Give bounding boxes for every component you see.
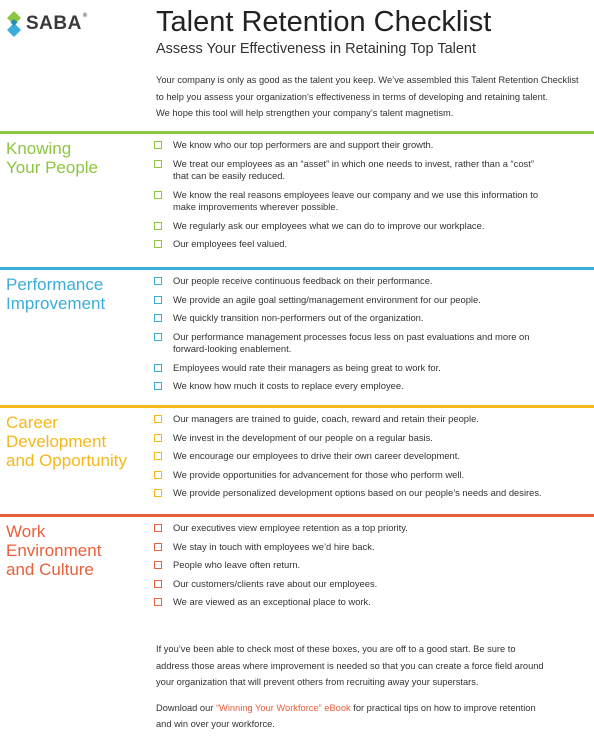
checklist-item-text: We provide personalized development options based on our people’s needs and desires.: [173, 487, 542, 498]
checklist-item: [154, 413, 586, 426]
checklist-item-text: We know how much it costs to replace every employee.: [173, 380, 404, 391]
section-heading: [6, 413, 127, 470]
closing-text: [156, 641, 586, 733]
checklist-item-text: We regularly ask our employees what we can do to improve our workplace.: [173, 219, 485, 231]
checkbox[interactable]: [154, 489, 162, 497]
section-divider: [0, 131, 594, 134]
section-heading-line: Work: [6, 522, 46, 541]
checklist-item: [154, 362, 586, 375]
checklist-item: [154, 238, 586, 251]
checklist-item-text: that can be easily reduced.: [173, 170, 286, 181]
checklist-item: [154, 432, 586, 445]
checkbox[interactable]: [154, 561, 162, 569]
checkbox[interactable]: [154, 382, 162, 390]
section-divider: [0, 405, 594, 408]
checkbox[interactable]: [154, 452, 162, 460]
checkbox[interactable]: [154, 580, 162, 588]
intro-paragraph: [156, 72, 586, 122]
logo-wordmark: SABA®: [26, 13, 88, 34]
section-heading-line: Environment: [6, 541, 102, 560]
checklist-item: [154, 312, 586, 325]
section-heading-line: Performance: [6, 275, 104, 294]
section-heading: [6, 522, 101, 579]
checklist-item: [154, 275, 586, 288]
checklist-item: [154, 522, 586, 535]
checkbox[interactable]: [154, 222, 162, 230]
section-divider: [0, 514, 594, 517]
saba-logo-icon: [6, 10, 22, 38]
checklist-item-text: We treat our employees as an “asset” in which one needs to invest, rather than a “cost”: [173, 157, 534, 169]
section-heading: [6, 139, 98, 177]
checklist-item: [154, 487, 586, 500]
checkbox[interactable]: [154, 415, 162, 423]
section-heading-line: and Opportunity: [6, 451, 127, 470]
checklist-item-text: Employees would rate their managers as being great to work for.: [173, 361, 441, 373]
checklist-item-text: Our performance management processes focus less on past evaluations and more on: [173, 330, 530, 342]
checklist-item-text: We know the real reasons employees leave our company and we use this information to: [173, 188, 539, 200]
checklist-item: [154, 139, 586, 152]
checkbox[interactable]: [154, 296, 162, 304]
checkbox[interactable]: [154, 160, 162, 168]
checkbox[interactable]: [154, 314, 162, 322]
checklist-item: [154, 559, 586, 572]
checklist-item-text: Our customers/clients rave about our employees.: [173, 577, 378, 589]
checkbox[interactable]: [154, 543, 162, 551]
download-line: Download our “Winning Your Workforce” eBook for practical tips on how to improve retention: [156, 702, 536, 713]
checklist-item-text: forward-looking enablement.: [173, 343, 292, 354]
closing-line: address those areas where improvement is needed so that you can create a force field around: [156, 660, 544, 671]
checklist-item-text: Our people receive continuous feedback on their performance.: [173, 275, 433, 286]
section-heading-line: Career: [6, 413, 58, 432]
checkbox[interactable]: [154, 364, 162, 372]
section-divider: [0, 267, 594, 270]
checklist-item-text: make improvements wherever possible.: [173, 201, 339, 212]
checklist-item-text: People who leave often return.: [173, 559, 301, 570]
checklist-item-text: We know who our top performers are and support their growth.: [173, 139, 434, 150]
checklist-item-text: Our executives view employee retention as a top priority.: [173, 522, 408, 533]
saba-logo: [6, 10, 88, 38]
section-heading-line: Your People: [6, 158, 99, 177]
download-line: and win over your workforce.: [156, 719, 275, 729]
checklist-item: [154, 220, 586, 233]
section-heading-line: Knowing: [6, 139, 72, 158]
checklist-item: [154, 469, 586, 482]
checklist-item-text: We encourage our employees to drive their own career development.: [173, 450, 460, 461]
intro-line: We hope this tool will help strengthen your company’s talent magnetism.: [156, 108, 454, 118]
checklist-item-text: Our managers are trained to guide, coach, reward and retain their people.: [173, 413, 479, 424]
checkbox[interactable]: [154, 191, 162, 199]
checklist-item: [154, 331, 586, 356]
section-heading-line: and Culture: [6, 560, 94, 579]
closing-line: If you’ve been able to check most of these boxes, you are off to a good start. Be sure to: [156, 644, 516, 654]
checklist: [154, 522, 586, 615]
checklist-item-text: We are viewed as an exceptional place to work.: [173, 596, 371, 607]
checklist: [154, 413, 586, 506]
intro-line: Your company is only as good as the talent you keep. We’ve assembled this Talent Retention Checklist: [156, 75, 579, 85]
checklist-item: [154, 380, 586, 393]
section-heading: [6, 275, 105, 313]
checklist-item-text: We quickly transition non-performers out of the organization.: [173, 312, 424, 323]
checklist-item: [154, 578, 586, 591]
checklist-item-text: We stay in touch with employees we’d hire back.: [173, 540, 375, 552]
closing-line: your organization that will prevent others from recruiting away your superstars.: [156, 677, 479, 687]
checkbox[interactable]: [154, 240, 162, 248]
checkbox[interactable]: [154, 471, 162, 479]
checklist-item-text: Our employees feel valued.: [173, 238, 288, 249]
checklist-item: [154, 541, 586, 554]
checklist-item: [154, 294, 586, 307]
checkbox[interactable]: [154, 434, 162, 442]
checkbox[interactable]: [154, 333, 162, 341]
section-heading-line: Development: [6, 432, 107, 451]
checklist-item: [154, 450, 586, 463]
checkbox[interactable]: [154, 277, 162, 285]
intro-line: to help you assess your organization’s effectiveness in terms of developing and retaining talent.: [156, 91, 548, 102]
checklist-item: [154, 158, 586, 183]
page-title: Talent Retention Checklist: [156, 6, 492, 38]
checklist: [154, 139, 586, 257]
checkbox[interactable]: [154, 598, 162, 606]
checklist-item: [154, 189, 586, 214]
checkbox[interactable]: [154, 524, 162, 532]
checklist-item: [154, 596, 586, 609]
checklist: [154, 275, 586, 399]
checklist-item-text: We provide an agile goal setting/management environment for our people.: [173, 293, 481, 305]
section-heading-line: Improvement: [6, 294, 106, 313]
ebook-link[interactable]: “Winning Your Workforce” eBook: [215, 702, 351, 713]
checklist-item-text: We provide opportunities for advancement for those who perform well.: [173, 468, 465, 480]
checkbox[interactable]: [154, 141, 162, 149]
page-subtitle: Assess Your Effectiveness in Retaining Top Talent: [156, 41, 477, 57]
checklist-item-text: We invest in the development of our people on a regular basis.: [173, 431, 433, 443]
